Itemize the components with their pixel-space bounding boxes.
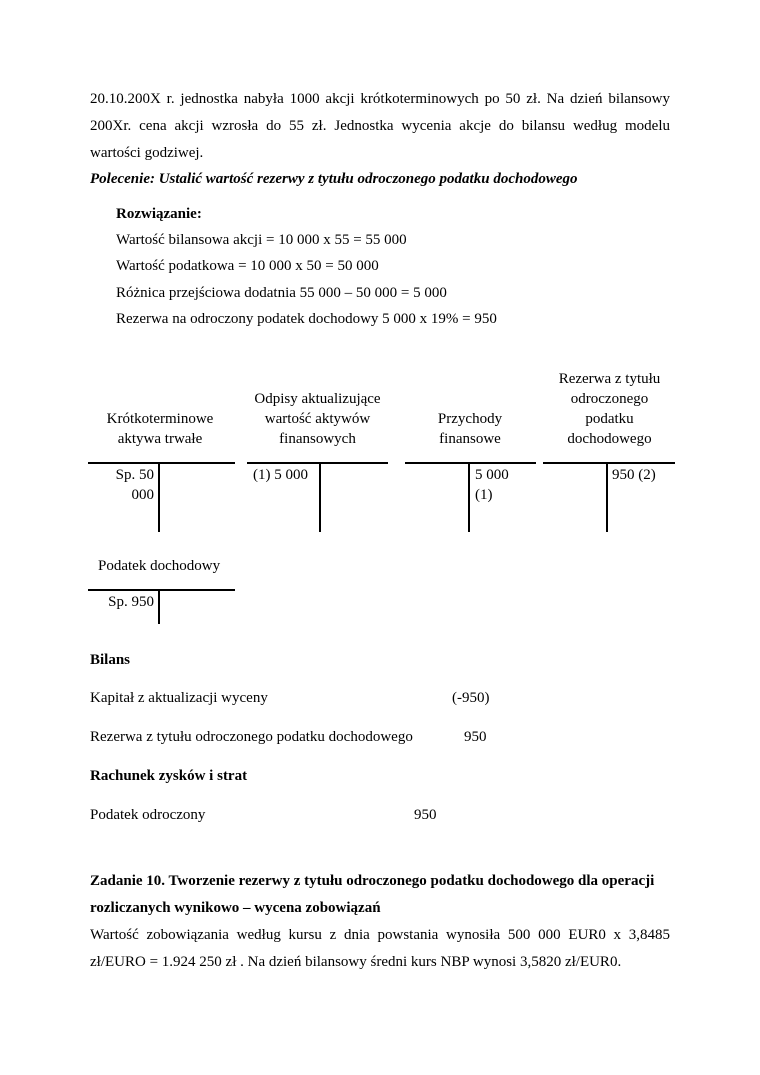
debit-entry: 000: [131, 487, 154, 503]
pnl-row-label: Podatek odroczony: [90, 807, 206, 823]
credit-entry: (1): [475, 487, 493, 503]
balance-title: Bilans: [90, 652, 131, 668]
intro-line-2: 200Xr. cena akcji wzrosła do 55 zł. Jednostka wycenia akcje do bilansu według modelu: [90, 118, 670, 134]
credit-entry: 950 (2): [612, 467, 656, 483]
account-title: aktywa trwałe: [117, 431, 203, 447]
t-account-vertical: [319, 462, 321, 532]
solution-line-1: Wartość bilansowa akcji = 10 000 x 55 = 55 000: [116, 232, 407, 248]
debit-entry: Sp. 50: [115, 467, 154, 483]
intro-line-3: wartości godziwej.: [90, 145, 204, 161]
account-title: Odpisy aktualizujące: [254, 391, 381, 407]
solution-line-4: Rezerwa na odroczony podatek dochodowy 5 000 x 19% = 950: [116, 311, 497, 327]
account-title: wartość aktywów: [264, 411, 371, 427]
account-title: finansowe: [439, 431, 501, 447]
account-title: podatku: [585, 411, 634, 427]
command-text: Polecenie: Ustalić wartość rezerwy z tytułu odroczonego podatku dochodowego: [90, 171, 578, 187]
pnl-row-value: 950: [414, 807, 437, 823]
account-title: finansowych: [279, 431, 356, 447]
t-account-vertical: [468, 462, 470, 532]
t-account-vertical: [158, 589, 160, 624]
t-account-vertical: [606, 462, 608, 532]
task10-line-2: zł/EURO = 1.924 250 zł . Na dzień bilansowy średni kurs NBP wynosi 3,5820 zł/EUR0.: [90, 954, 622, 970]
t-account-horizontal: [543, 462, 675, 464]
t-account-horizontal: [405, 462, 536, 464]
balance-row-label: Rezerwa z tytułu odroczonego podatku dochodowego: [90, 729, 413, 745]
t-account-horizontal: [247, 462, 388, 464]
pnl-title: Rachunek zysków i strat: [90, 768, 248, 784]
balance-row-value: (-950): [452, 690, 490, 706]
solution-line-3: Różnica przejściowa dodatnia 55 000 – 50 000 = 5 000: [116, 285, 447, 301]
debit-entry: (1) 5 000: [253, 467, 308, 483]
debit-entry: Sp. 950: [108, 594, 154, 610]
account-title: Krótkoterminowe: [106, 411, 214, 427]
account-title: dochodowego: [567, 431, 652, 447]
balance-row-label: Kapitał z aktualizacji wyceny: [90, 690, 268, 706]
account-title: odroczonego: [570, 391, 649, 407]
t-account-horizontal: [88, 462, 235, 464]
account-title: Przychody: [437, 411, 503, 427]
task10-line-1: Wartość zobowiązania według kursu z dnia powstania wynosiła 500 000 EUR0 x 3,8485: [90, 927, 670, 943]
account-title: Rezerwa z tytułu: [558, 371, 661, 387]
credit-entry: 5 000: [475, 467, 509, 483]
account-title: Podatek dochodowy: [98, 558, 221, 574]
solution-title: Rozwiązanie:: [116, 206, 202, 222]
intro-line-1: 20.10.200X r. jednostka nabyła 1000 akcji krótkoterminowych po 50 zł. Na dzień bilansowy: [90, 91, 670, 107]
task10-title-line-2: rozliczanych wynikowo – wycena zobowiązań: [90, 900, 381, 916]
solution-line-2: Wartość podatkowa = 10 000 x 50 = 50 000: [116, 258, 379, 274]
t-account-vertical: [158, 462, 160, 532]
task10-title-line-1: Zadanie 10. Tworzenie rezerwy z tytułu odroczonego podatku dochodowego dla operacji: [90, 873, 655, 889]
t-account-horizontal: [88, 589, 235, 591]
balance-row-value: 950: [464, 729, 487, 745]
